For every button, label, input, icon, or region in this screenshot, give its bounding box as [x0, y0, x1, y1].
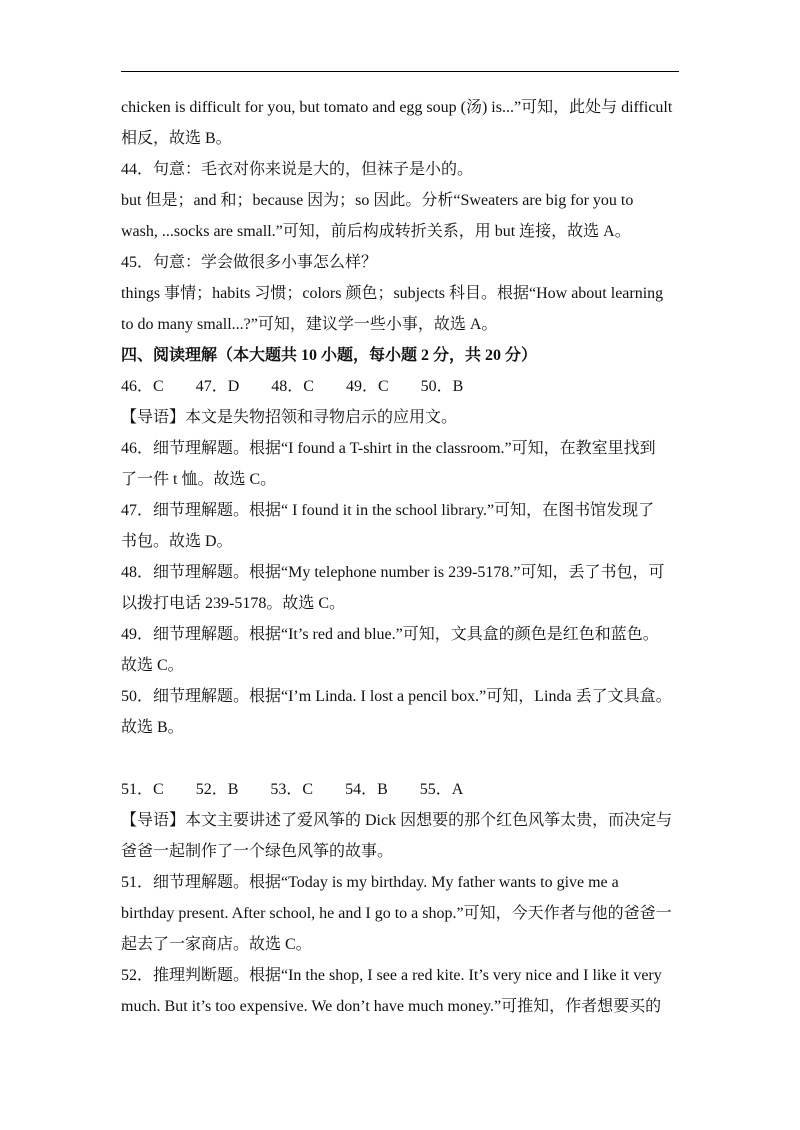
- text-line: 50．细节理解题。根据“I’m Linda. I lost a pencil box.”可知，Linda 丢了文具盒。: [121, 688, 672, 705]
- text-line: 51．细节理解题。根据“Today is my birthday. My father wants to give me a: [121, 874, 619, 891]
- guide-note-2: [121, 805, 681, 867]
- q47-explanation: [121, 495, 681, 557]
- q49-explanation: [121, 619, 681, 681]
- q50-explanation: [121, 681, 681, 743]
- answer-item: 53．C: [270, 781, 314, 798]
- text-line: much. But it’s too expensive. We don’t have much money.”可推知，作者想要买的: [121, 998, 662, 1015]
- q45-explanation: [121, 247, 681, 340]
- text-line: 46．细节理解题。根据“I found a T-shirt in the classroom.”可知，在教室里找到: [121, 440, 656, 457]
- header-rule: [121, 71, 679, 72]
- text-line: 书包。故选 D。: [121, 533, 233, 550]
- text-line: 52．推理判断题。根据“In the shop, I see a red kite. It’s very nice and I like it very: [121, 967, 662, 984]
- text-line: birthday present. After school, he and I go to a shop.”可知，今天作者与他的爸爸一: [121, 905, 672, 922]
- answer-item: 55．A: [419, 781, 464, 798]
- text-line: wash, ...socks are small.”可知，前后构成转折关系，用 but 连接，故选 A。: [121, 223, 631, 240]
- text-line: chicken is difficult for you, but tomato and egg soup (汤) is...”可知，此处与 difficult: [121, 99, 673, 116]
- text-line: 爸爸一起制作了一个绿色风筝的故事。: [121, 843, 394, 860]
- document-body: [121, 92, 681, 1022]
- text-line: 44．句意：毛衣对你来说是大的，但袜子是小的。: [121, 161, 474, 178]
- text-line: to do many small...?”可知，建议学一些小事，故选 A。: [121, 316, 498, 333]
- answer-item: 50．B: [420, 378, 464, 395]
- answer-item: 46．C: [121, 378, 164, 395]
- q44-explanation: [121, 154, 681, 247]
- q48-explanation: [121, 557, 681, 619]
- text-line: 49．细节理解题。根据“It’s red and blue.”可知，文具盒的颜色是红色和蓝色。: [121, 626, 659, 643]
- text-line: 【导语】本文主要讲述了爱风筝的 Dick 因想要的那个红色风筝太贵，而决定与: [121, 812, 673, 829]
- text-line: 48．细节理解题。根据“My telephone number is 239-5178.”可知，丢了书包，可: [121, 564, 665, 581]
- q43-explanation-tail: [121, 92, 681, 154]
- q51-explanation: [121, 867, 681, 960]
- text-line: 故选 B。: [121, 719, 184, 736]
- answer-key-46-50: [121, 371, 681, 402]
- answer-key-51-55: [121, 774, 681, 805]
- text-line: but 但是；and 和；because 因为；so 因此。分析“Sweaters are big for you to: [121, 192, 634, 209]
- text-line: 了一件 t 恤。故选 C。: [121, 471, 277, 488]
- answer-item: 49．C: [345, 378, 389, 395]
- section-heading-reading: 四、阅读理解（本大题共 10 小题，每小题 2 分，共 20 分）: [121, 347, 538, 364]
- answer-item: 52．B: [195, 781, 239, 798]
- text-line: things 事情；habits 习惯；colors 颜色；subjects 科目。根据“How about learning: [121, 285, 664, 302]
- text-line: 47．细节理解题。根据“ I found it in the school library.”可知，在图书馆发现了: [121, 502, 655, 519]
- text-line: 45．句意：学会做很多小事怎么样？: [121, 254, 378, 271]
- answer-item: 54．B: [345, 781, 388, 798]
- guide-note: 【导语】本文是失物招领和寻物启示的应用文。: [121, 409, 458, 426]
- text-line: 以拨打电话 239-5178。故选 C。: [121, 595, 346, 612]
- text-line: 故选 C。: [121, 657, 184, 674]
- text-line: 起去了一家商店。故选 C。: [121, 936, 312, 953]
- text-line: 相反，故选 B。: [121, 130, 232, 147]
- answer-item: 47．D: [195, 378, 240, 395]
- q46-explanation: [121, 433, 681, 495]
- q52-explanation: [121, 960, 681, 1022]
- answer-item: 51．C: [121, 781, 164, 798]
- answer-item: 48．C: [271, 378, 314, 395]
- spacer: [121, 743, 681, 774]
